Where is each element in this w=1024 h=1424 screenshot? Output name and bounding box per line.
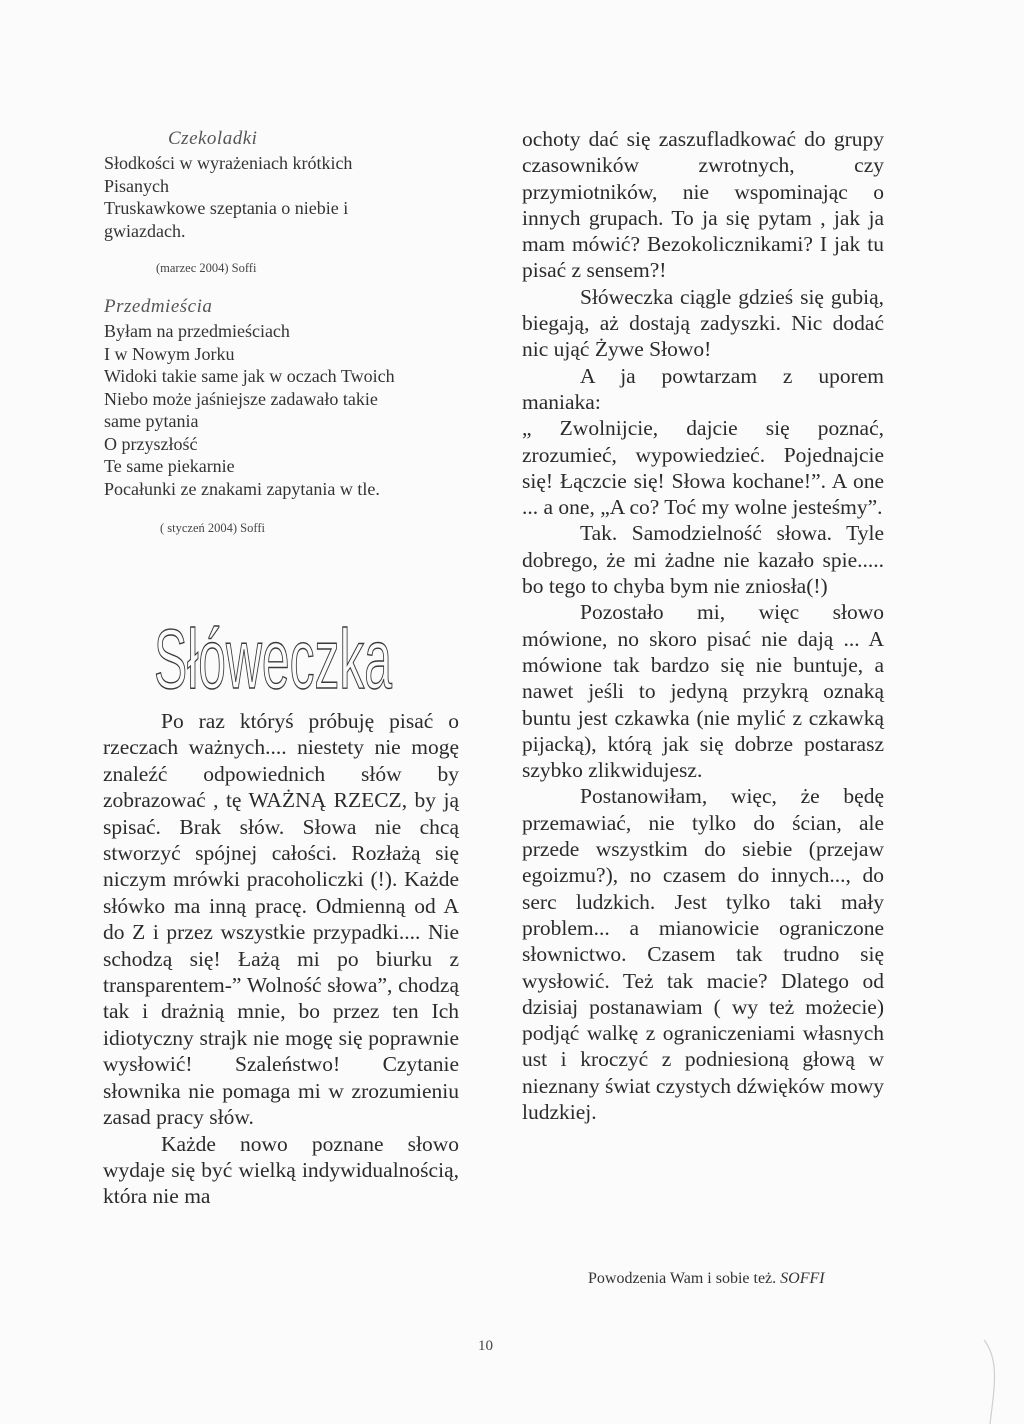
poem-line: Te same piekarnie: [104, 456, 235, 476]
poem-line: O przyszłość: [104, 433, 198, 454]
page-number: 10: [478, 1338, 493, 1354]
poem-line: I w Nowym Jorku: [104, 343, 235, 364]
article-title-graphic: [148, 600, 398, 706]
article-paragraph: Pozostało mi, więc słowo mówione, no skoro pisać nie dają ... A mówione tak bardzo się nie buntuje, a nawet jeśli to jedyną przykrą oznaką buntu jest czkawka (nie mylić z czkawką pijacką), którą jak się dobrze postarasz szybko zlikwidujesz.: [522, 600, 884, 783]
article-paragraph: Każde nowo poznane słowo wydaje się być wielką indywidualnością, która nie ma: [103, 1131, 459, 1209]
poem-line: gwiazdach.: [104, 220, 186, 241]
poem-line: Pocałunki ze znakami zapytania w tle.: [104, 478, 380, 499]
closing-text: Powodzenia Wam i sobie też.: [588, 1270, 777, 1287]
poem-body: [104, 320, 464, 500]
poem-title: Przedmieścia: [104, 296, 213, 317]
poem-signature: ( styczeń 2004) Soffi: [160, 521, 265, 535]
article-paragraph: Po raz któryś próbuję pisać o rzeczach ważnych.... niestety nie mogę znaleźć odpowiednich słów by zobrazować , tę WAŻNĄ RZECZ, by ją spisać. Brak słów. Słowa nie chcą stworzyć spójnej całości. Rozłażą się niczym mrówki pracoholiczki (!). Każde słówko ma inną pracę. Odmienną od A do Z i przez wszystkie przypadki.... Nie schodzą się! Łażą mi po biurku z transparentem-” Wolność słowa”, chodzą tak i drażnią mnie, bo przez ten Ich idiotyczny strajk nie mogę się poprawnie wysłowić! Szaleństwo! Czytanie słownika nie pomaga mi w zrozumieniu zasad pracy słów.: [103, 709, 459, 1130]
article-left-column: [103, 708, 459, 1210]
article-right-column: [522, 126, 884, 1125]
article-title: [148, 600, 398, 706]
poem-line: same pytania: [104, 411, 199, 431]
article-paragraph: A ja powtarzam z uporem maniaka:: [522, 363, 884, 414]
poem-body: [104, 152, 464, 242]
poem-title: Czekoladki: [168, 128, 258, 149]
article-paragraph: „ Zwolnijcie, dajcie się poznać, zrozumieć, wypowiedzieć. Pojednajcie się! Łączcie się! Słowa kochane!”. A one ... a one, „A co? Toć my wolne jesteśmy”.: [522, 416, 884, 520]
poem-line: Pisanych: [104, 175, 169, 196]
poem-line: Truskawkowe szeptania o niebie i: [104, 198, 349, 218]
article-paragraph: Tak. Samodzielność słowa. Tyle dobrego, że mi żadne nie kazało spie..... bo tego to chyba bym nie zniosła(!): [522, 521, 884, 599]
article-paragraph: ochoty dać się zaszufladkować do grupy czasowników zwrotnych, czy przymiotników, nie wspominając o innych grupach. To ja się pytam , jak ja mam mówić? Bezokolicznikami? I jak tu pisać z sensem?!: [522, 127, 884, 283]
poems-column: [104, 128, 464, 554]
poem-line: Widoki takie same jak w oczach Twoich: [104, 366, 395, 386]
article-title-text: Słóweczka: [154, 612, 393, 706]
article-paragraph: Postanowiłam, więc, że będę przemawiać, nie tylko do ścian, ale przede wszystkim do siebie (przejaw egoizmu?), no czasem do innych..., do serc ludzkich. Jest tylko taki mały problem... a mianowicie ograniczone słownictwo. Czasem tak trudno się wysłowić. Też tak macie? Dlatego od dzisiaj postanawiam ( wy też możecie) podjąć walkę z ograniczeniami własnych ust i kroczyć z podniesioną głową w nieznany świat czystych dźwięków mowy ludzkiej.: [522, 784, 884, 1124]
author-name: SOFFI: [780, 1270, 825, 1287]
article-signoff: [588, 1270, 825, 1288]
poem-signature: (marzec 2004) Soffi: [156, 261, 257, 275]
poem-line: Byłam na przedmieściach: [104, 321, 290, 341]
article-paragraph: Słóweczka ciągle gdzieś się gubią, biegają, aż dostają zadyszki. Nic dodać nic ująć Żywe Słowo!: [522, 284, 884, 362]
poem-line: Słodkości w wyrażeniach krótkich: [104, 153, 353, 173]
scan-edge-artifact: [980, 1340, 1024, 1424]
poem-line: Niebo może jaśniejsze zadawało takie: [104, 388, 378, 409]
